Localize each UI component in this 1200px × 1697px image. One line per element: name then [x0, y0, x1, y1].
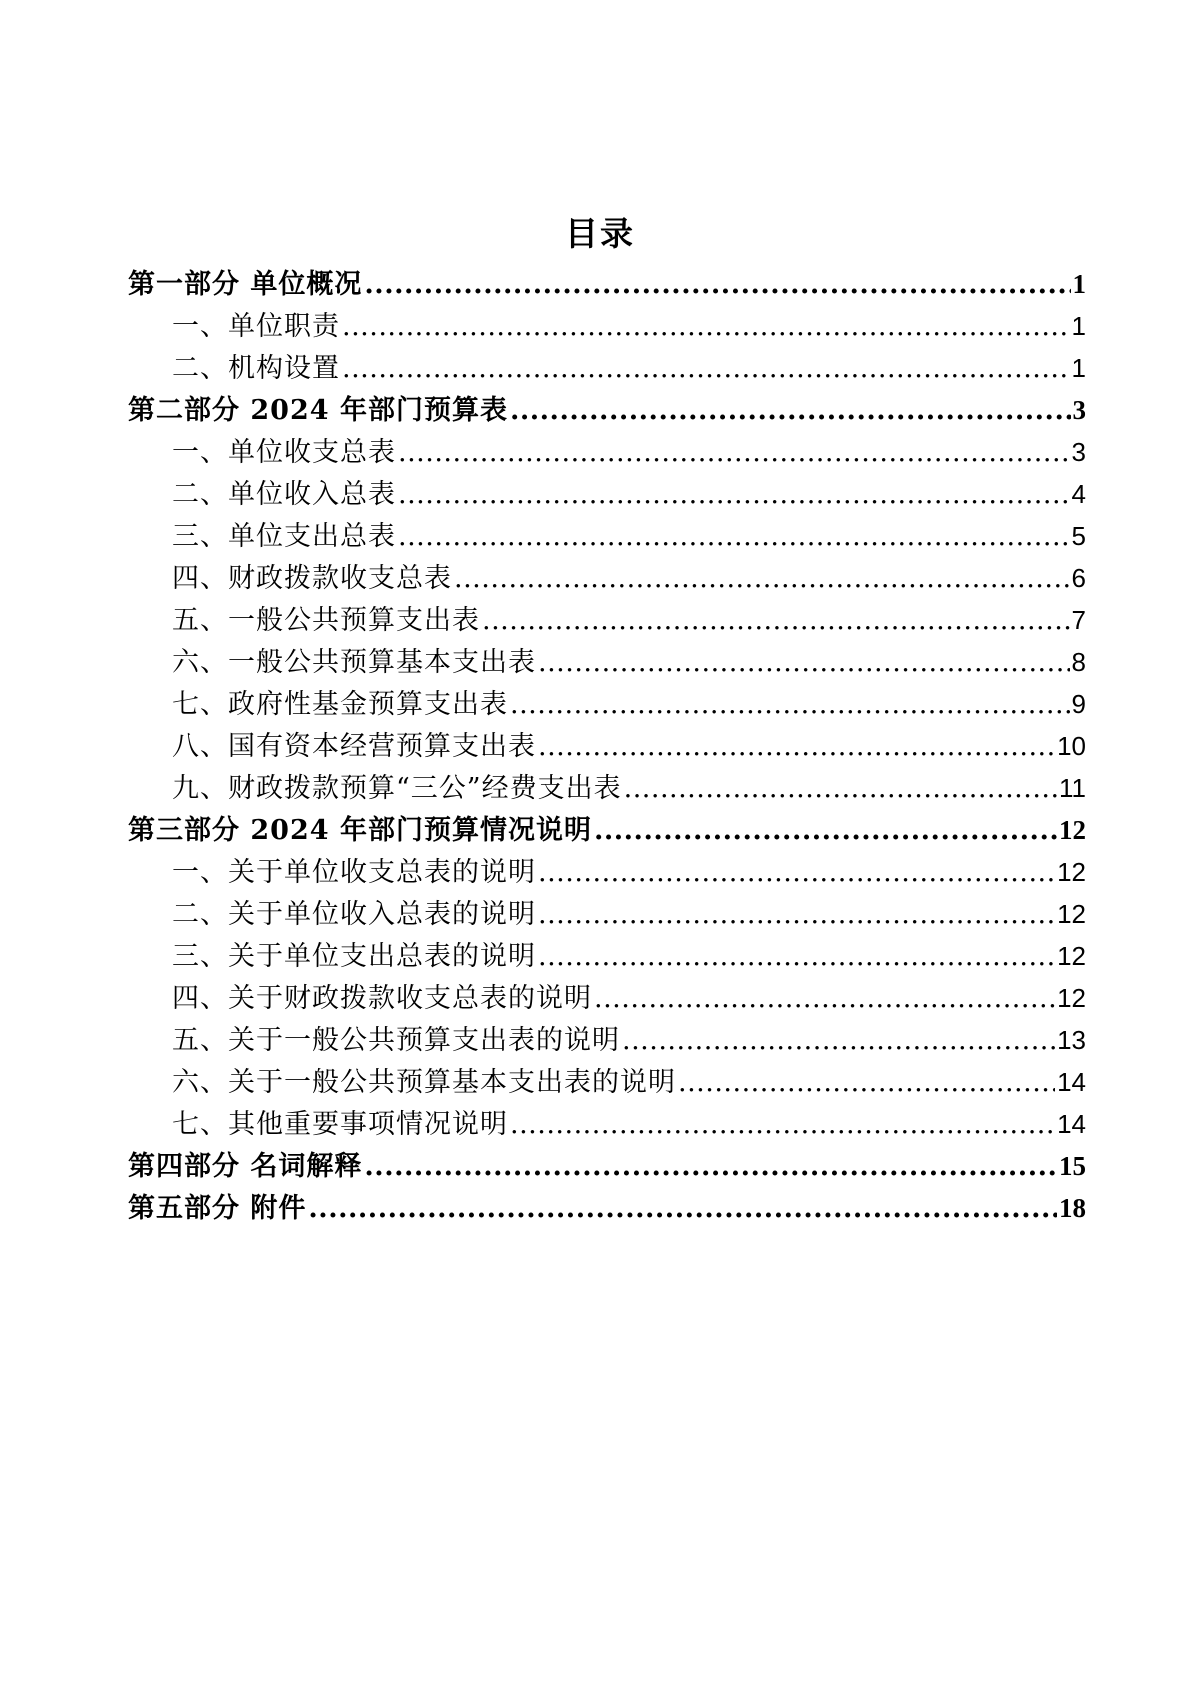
dot-leader	[510, 684, 1070, 726]
dot-leader	[454, 558, 1070, 600]
toc-entry-label: 三、关于单位支出总表的说明	[172, 941, 536, 972]
toc-page-number: 8	[1071, 647, 1086, 677]
toc-section-entry[interactable]	[128, 431, 1086, 473]
dot-leader	[510, 1104, 1055, 1146]
toc-page-number: 14	[1057, 1067, 1086, 1097]
toc-page-number: 18	[1059, 1193, 1086, 1223]
toc-section-entry[interactable]	[128, 515, 1086, 557]
toc-entry-label: 八、国有资本经营预算支出表	[172, 731, 536, 762]
toc-page-number: 9	[1071, 689, 1086, 719]
toc-entry-label: 六、关于一般公共预算基本支出表的说明	[172, 1067, 676, 1098]
toc-entry-label: 四、关于财政拨款收支总表的说明	[172, 983, 592, 1014]
toc-section-entry[interactable]	[128, 641, 1086, 683]
toc-page-number: 12	[1057, 857, 1086, 887]
toc-entry-label: 九、财政拨款预算“三公”经费支出表	[172, 773, 622, 804]
dot-leader	[538, 936, 1055, 978]
dot-leader	[678, 1062, 1055, 1104]
dot-leader	[342, 348, 1070, 390]
toc-section-entry[interactable]	[128, 1061, 1086, 1103]
dot-leader	[398, 516, 1070, 558]
toc-page-number: 13	[1057, 1025, 1086, 1055]
toc-page-number: 4	[1071, 479, 1086, 509]
toc-entry-label: 第五部分 附件	[128, 1193, 307, 1224]
toc-page-number: 15	[1059, 1151, 1086, 1181]
toc-page-number: 1	[1071, 353, 1086, 383]
toc-section-entry[interactable]	[128, 347, 1086, 389]
dot-leader	[398, 432, 1070, 474]
toc-page-number: 12	[1057, 983, 1086, 1013]
toc-entry-label: 一、单位职责	[172, 311, 340, 342]
toc-page-number: 3	[1071, 437, 1086, 467]
dot-leader	[624, 768, 1057, 810]
toc-section-entry[interactable]	[128, 473, 1086, 515]
toc-section-entry[interactable]	[128, 683, 1086, 725]
toc-entry-label: 第一部分 单位概况	[128, 269, 363, 300]
toc-entry-label: 六、一般公共预算基本支出表	[172, 647, 536, 678]
dot-leader	[510, 390, 1071, 432]
toc-section-entry[interactable]	[128, 977, 1086, 1019]
toc-entry-label: 二、机构设置	[172, 353, 340, 384]
toc-page-number: 6	[1071, 563, 1086, 593]
toc-entry-label: 一、关于单位收支总表的说明	[172, 857, 536, 888]
toc-page-number: 1	[1072, 269, 1086, 299]
toc-part-entry[interactable]	[128, 809, 1086, 851]
toc-part-entry[interactable]	[128, 263, 1086, 305]
toc-entry-label: 第四部分 名词解释	[128, 1151, 363, 1182]
toc-part-entry[interactable]	[128, 1187, 1086, 1229]
dot-leader	[594, 810, 1057, 852]
toc-title: 目录	[565, 214, 635, 253]
dot-leader	[482, 600, 1070, 642]
toc-entry-label: 五、关于一般公共预算支出表的说明	[172, 1025, 620, 1056]
dot-leader	[364, 1146, 1057, 1188]
toc-page-number: 12	[1057, 941, 1086, 971]
toc-section-entry[interactable]	[128, 557, 1086, 599]
toc-entry-label: 七、其他重要事项情况说明	[172, 1109, 508, 1140]
toc-entry-label: 五、一般公共预算支出表	[172, 605, 480, 636]
toc-entry-label: 二、关于单位收入总表的说明	[172, 899, 536, 930]
dot-leader	[398, 474, 1070, 516]
toc-section-entry[interactable]	[128, 305, 1086, 347]
toc-page-number: 10	[1057, 731, 1086, 761]
toc-entry-label: 三、单位支出总表	[172, 521, 396, 552]
toc-page-number: 12	[1057, 899, 1086, 929]
toc-section-entry[interactable]	[128, 893, 1086, 935]
toc-page-number: 5	[1071, 521, 1086, 551]
toc-page-number: 3	[1072, 395, 1086, 425]
dot-leader	[308, 1188, 1057, 1230]
toc-section-entry[interactable]	[128, 767, 1086, 809]
toc-entry-label: 二、单位收入总表	[172, 479, 396, 510]
dot-leader	[364, 264, 1070, 306]
toc-page-number: 1	[1071, 311, 1086, 341]
toc-section-entry[interactable]	[128, 935, 1086, 977]
dot-leader	[622, 1020, 1055, 1062]
toc-entry-label: 四、财政拨款收支总表	[172, 563, 452, 594]
dot-leader	[342, 306, 1070, 348]
toc-page-number: 12	[1059, 815, 1086, 845]
table-of-contents	[128, 263, 1086, 1229]
dot-leader	[538, 642, 1070, 684]
toc-page-number: 11	[1059, 773, 1086, 803]
toc-section-entry[interactable]	[128, 725, 1086, 767]
toc-page-number: 7	[1071, 605, 1086, 635]
toc-section-entry[interactable]	[128, 1103, 1086, 1145]
toc-section-entry[interactable]	[128, 1019, 1086, 1061]
toc-entry-label: 七、政府性基金预算支出表	[172, 689, 508, 720]
toc-section-entry[interactable]	[128, 851, 1086, 893]
dot-leader	[538, 894, 1055, 936]
toc-entry-label: 第二部分 2024 年部门预算表	[128, 395, 508, 426]
toc-entry-label: 第三部分 2024 年部门预算情况说明	[128, 815, 592, 846]
dot-leader	[538, 852, 1055, 894]
toc-part-entry[interactable]	[128, 1145, 1086, 1187]
toc-part-entry[interactable]	[128, 389, 1086, 431]
toc-section-entry[interactable]	[128, 599, 1086, 641]
toc-page-number: 14	[1057, 1109, 1086, 1139]
dot-leader	[594, 978, 1055, 1020]
dot-leader	[538, 726, 1055, 768]
toc-entry-label: 一、单位收支总表	[172, 437, 396, 468]
